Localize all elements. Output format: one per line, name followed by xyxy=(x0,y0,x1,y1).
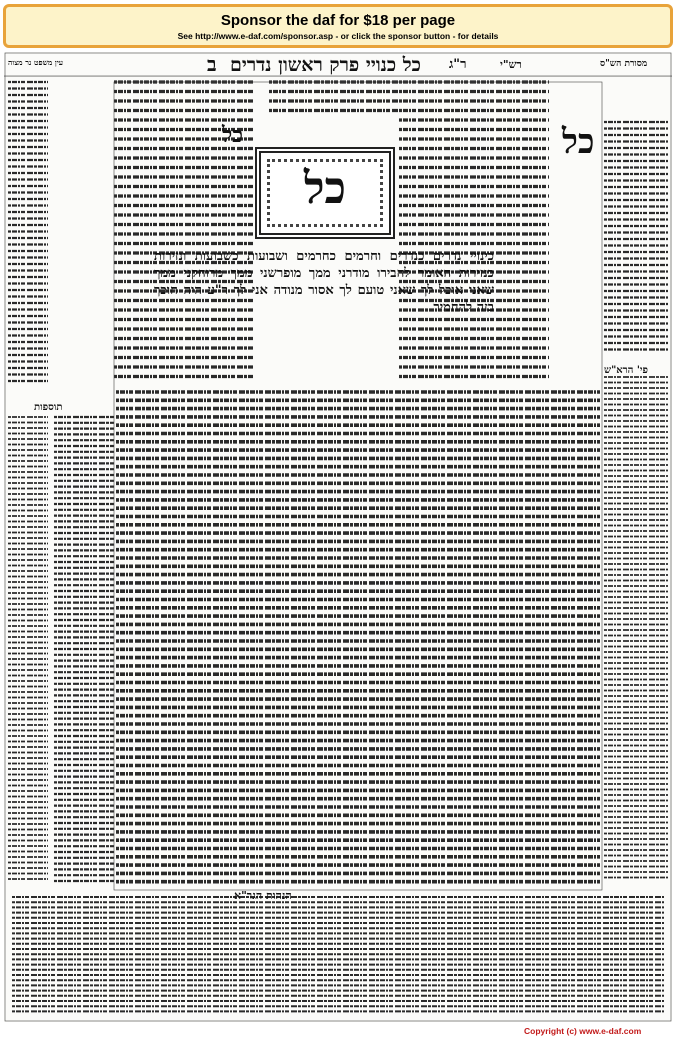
talmud-page xyxy=(4,52,672,1022)
rashi-commentary-label: פי' הרא"ש xyxy=(604,365,648,376)
tosafot-opening-word: כל xyxy=(222,122,244,148)
copyright-link[interactable]: Copyright (c) www.e-daf.com xyxy=(524,1026,642,1036)
rashi-header: רש"י xyxy=(500,58,522,71)
tosafot-header: מסורת הש"ס xyxy=(600,59,648,69)
rashi-opening-word: כל xyxy=(562,122,595,162)
sponsor-subtitle[interactable]: See http://www.e-daf.com/sponsor.asp - or click the sponsor button - for details xyxy=(177,31,499,41)
bottom-commentary-label: הנהות הגר"א xyxy=(234,889,292,902)
page-title: כל כנויי פרק ראשון נדרים xyxy=(230,54,421,76)
folio-number: ר"ג xyxy=(449,57,467,72)
ornate-opening-word: כל xyxy=(303,163,347,214)
ornate-opening-frame xyxy=(255,147,395,239)
gloss-header: עין משפט נר מצוה xyxy=(8,58,64,67)
folio-letter: ב xyxy=(207,52,217,76)
mishnah-text: כינויי נדרים כנדרים וחרמים כחרמים ושבועות כשבועות ונזירות כנזירות האומר לחבירו מודרני ממך מופרשני ממך מרוחקני ממך שאני אוכל לך שאני טועם לך אסור מנודה אני לך ר"ע היה חוכך בזה להחמיר xyxy=(154,249,494,315)
tosafot-label: תוספות xyxy=(34,402,63,413)
sponsor-banner[interactable] xyxy=(3,4,673,48)
sponsor-title[interactable]: Sponsor the daf for $18 per page xyxy=(220,12,456,29)
